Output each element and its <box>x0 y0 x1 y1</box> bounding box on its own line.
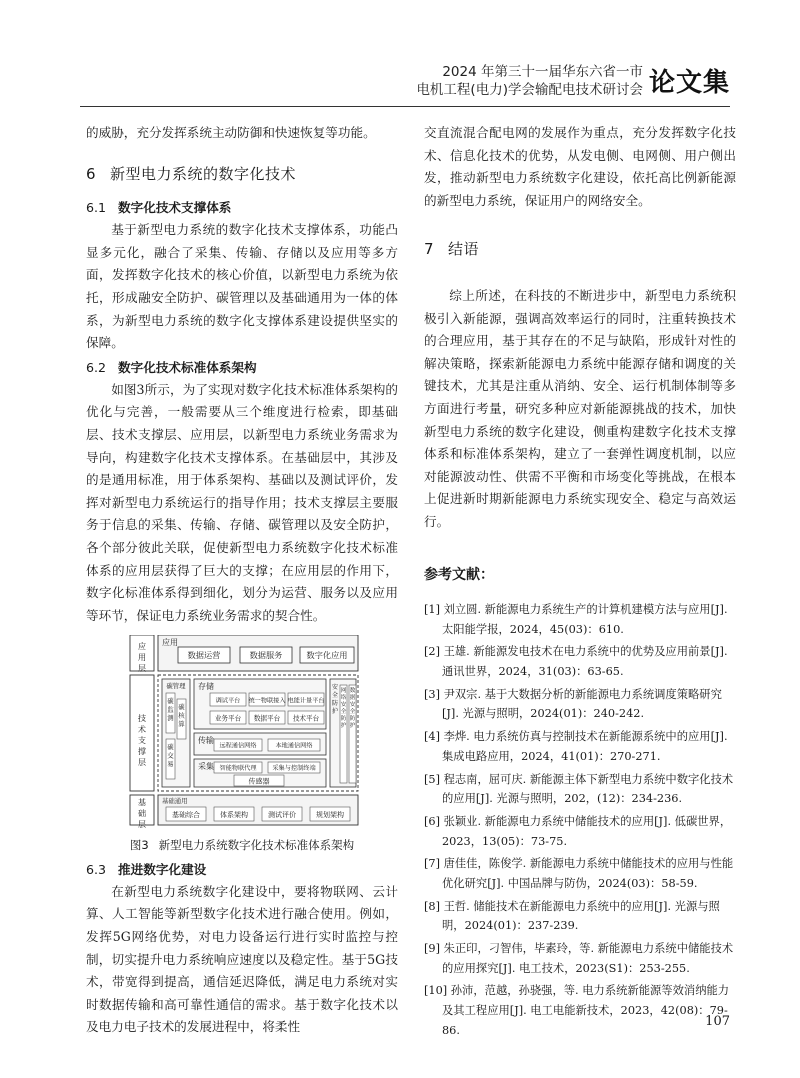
section-6-heading <box>86 163 398 186</box>
transport-box-2-label: 本地通信网络 <box>275 742 313 750</box>
section-7-number: 7 <box>424 240 435 259</box>
vertical-char: 易 <box>167 760 174 769</box>
figure-3-caption <box>86 834 398 857</box>
vertical-char: 层 <box>137 663 147 674</box>
base-box-3-label: 测试评价 <box>268 811 296 820</box>
base-section-title: 基础通用 <box>162 797 188 806</box>
vertical-char: 数 <box>349 688 356 695</box>
carbon-title: 碳管理 <box>166 682 186 691</box>
vertical-char: 层 <box>137 757 147 768</box>
vertical-char: 算 <box>178 720 185 729</box>
storage-box-6-label: 技术平台 <box>292 714 320 723</box>
reference-item: [8] 王哲. 储能技术在新能源电力系统中的应用[J]. 光源与照明，2024(01)：237-239. <box>424 899 720 933</box>
collect-title: 采集 <box>198 762 214 772</box>
vertical-char: 护 <box>349 723 356 730</box>
section-6-1-text: 基于新型电力系统的数字化技术支撑体系，功能凸显多元化，融合了采集、传输、存储以及应用等多方面，发挥数字化技术的核心价值，以新型电力系统为依托，形成融安全防护、碳管理以及基础通用为一体的体系，为新型电力系统的数字化支撑体系建设提供坚实的保障。 <box>86 222 398 351</box>
vertical-char: 护 <box>340 723 347 730</box>
vertical-char: 安 <box>349 702 356 709</box>
vertical-char: 碳 <box>178 703 185 712</box>
section-6-3-number: 6.3 <box>86 861 107 877</box>
section-6-3-title: 推进数字化建设 <box>118 861 207 877</box>
reference-item: [1] 刘立圆. 新能源电力系统生产的计算机建模方法与应用[J]. 太阳能学报，2024，45(03)：610. <box>424 603 728 636</box>
header-rule <box>80 106 730 107</box>
vertical-char: 防 <box>331 700 339 708</box>
vertical-char: 碳 <box>167 697 174 706</box>
page-number: 107 <box>705 1014 730 1029</box>
section-7-title: 结语 <box>448 240 480 259</box>
reference-item: [9] 朱正印，刁智伟，毕素玲，等. 新能源电力系统中储能技术的应用探究[J]. 电工技术，2023(S1)：253-255. <box>424 942 734 975</box>
security-sub-2-label <box>350 686 356 729</box>
header-line-2: 电机工程(电力)学会输配电技术研讨会 <box>416 81 643 98</box>
figure-3-title: 新型电力系统数字化技术标准体系架构 <box>158 838 355 853</box>
tech-layer-label <box>138 713 147 767</box>
section-7-heading <box>424 238 736 261</box>
vertical-char: 监 <box>167 705 174 714</box>
vertical-char: 络 <box>340 695 347 702</box>
carbon-sub-3-label <box>167 742 174 768</box>
vertical-char: 据 <box>349 695 356 702</box>
running-header <box>416 62 730 99</box>
vertical-char: 安 <box>331 684 339 692</box>
vertical-char: 术 <box>137 724 147 735</box>
transport-box-1-label: 远程通信网络 <box>219 742 257 750</box>
vertical-char: 层 <box>137 819 147 830</box>
vertical-char: 安 <box>340 702 347 709</box>
reference-item: [2] 王雄. 新能源发电技术在电力系统中的优势及应用前景[J]. 通讯世界，2024，31(03)：63-65. <box>424 645 728 679</box>
app-section-title: 应用 <box>162 638 178 648</box>
base-box-4-label: 规划架构 <box>316 811 344 820</box>
section-6-1-title: 数字化技术支撑体系 <box>118 200 232 216</box>
left-intro-text: 的威胁，充分发挥系统主动防御和快速恢复等功能。 <box>86 125 376 140</box>
reference-item: [5] 程志南，屈可庆. 新能源主体下新型电力系统中数字化技术的应用[J]. 光源与照明，202，(12)：234-236. <box>424 772 734 806</box>
base-layer-label <box>138 797 147 829</box>
storage-box-4-label: 业务平台 <box>214 714 242 723</box>
vertical-char: 防 <box>349 716 356 723</box>
vertical-char: 核 <box>178 711 185 720</box>
header-lines <box>416 63 643 99</box>
vertical-char: 撑 <box>137 746 147 757</box>
storage-box-1-label: 调试平台 <box>215 697 241 705</box>
storage-box-2-label: 统一物联接入 <box>248 697 286 705</box>
left-column <box>86 122 398 1039</box>
figure-3 <box>86 635 398 857</box>
reference-item: [4] 李烨. 电力系统仿真与控制技术在新能源系统中的应用[J]. 集成电路应用，2024，41(01)：270-271. <box>424 730 728 763</box>
transport-title: 传输 <box>198 736 214 746</box>
reference-item: [10] 孙沛，范越，孙骁强，等. 电力系统新能源等效消纳能力及其工程应用[J]. 电工电能新技术，2023，42(08)：79-86. <box>424 984 730 1037</box>
section-6-1-heading <box>86 197 398 219</box>
section-6-3-text: 在新型电力系统数字化建设中，要将物联网、云计算、人工智能等新型数字化技术进行融合使用。例如，发挥5G网络优势，对电力设备运行进行实时监控与控制，切实提升电力系统响应速度以及稳定性。基于5G技术，带宽得到提高，通信延迟降低，满足电力系统对实时数据传输和高可靠性通信的需求。基于数字化技术以及电力电子技术的发展进程中，将柔性 <box>86 883 398 1035</box>
section-6-2-number: 6.2 <box>86 359 107 375</box>
vertical-char: 用 <box>137 652 147 663</box>
vertical-char: 护 <box>331 708 339 716</box>
architecture-diagram <box>86 635 398 829</box>
base-box-2-label: 体系架构 <box>220 811 248 820</box>
reference-item: [3] 尹双宗. 基于大数据分析的新能源电力系统调度策略研究[J]. 光源与照明，2024(01)：240-242. <box>424 687 722 721</box>
figure-3-number: 图3 <box>129 838 149 853</box>
references-list <box>424 600 736 1040</box>
app-box-1-label: 数据运营 <box>187 650 221 661</box>
vertical-char: 交 <box>167 751 174 760</box>
header-collection-title: 论文集 <box>648 68 730 98</box>
vertical-char: 防 <box>340 716 347 723</box>
section-6-2-title: 数字化技术标准体系架构 <box>118 359 257 375</box>
vertical-char: 全 <box>331 692 339 700</box>
section-6-2-heading <box>86 357 398 379</box>
security-sub-1-label <box>341 686 347 729</box>
section-6-2-text: 如图3所示，为了实现对数字化技术标准体系架构的优化与完善，一般需要从三个维度进行检索，即基础层、技术支撑层、应用层，以新型电力系统业务需求为导向，构建数字化技术支撑体系。在基础层中，其涉及的是通用标准，用于体系架构、基础以及测试评价，发挥对新型电力系统运行的指导作用；技术支撑层主要服务于信息的采集、传输、存储、碳管理以及安全防护，各个部分彼此关联，促使新型电力系统数字化技术标准体系的应用层获得了巨大的支撑；在应用层的作用下，数字化标准体系得到细化，划分为运营、服务以及应用等环节，保证电力系统业务需求的契合性。 <box>86 381 398 623</box>
app-layer-label <box>138 641 147 673</box>
vertical-char: 碳 <box>167 743 174 752</box>
section-6-1-number: 6.1 <box>86 200 107 216</box>
collect-box-2-label: 采集与控制终端 <box>272 765 316 773</box>
storage-box-3-label: 电能计量平台 <box>287 697 325 705</box>
vertical-char: 全 <box>349 709 356 716</box>
section-6-3-heading <box>86 859 398 881</box>
vertical-char: 网 <box>340 688 347 695</box>
vertical-char: 支 <box>137 735 147 746</box>
section-6-number: 6 <box>86 164 97 183</box>
vertical-char: 基 <box>137 797 147 808</box>
vertical-char: 础 <box>137 808 147 819</box>
storage-box-5-label: 数据平台 <box>253 714 281 723</box>
vertical-char: 全 <box>340 709 347 716</box>
reference-item: [7] 唐佳佳，陈俊学. 新能源电力系统中储能技术的应用与性能优化研究[J]. 中国品牌与防伪，2024(03)：58-59. <box>424 857 734 890</box>
app-box-2-label: 数据服务 <box>249 650 283 661</box>
section-6-title: 新型电力系统的数字化技术 <box>110 164 297 183</box>
section-7-text: 综上所述，在科技的不断进步中，新型电力系统积极引入新能源，强调高效率运行的同时，注重转换技术的合理应用，基于其存在的不足与缺陷，形成针对性的解决策略，探索新能源电力系统中能源存储和调度的关键技术，尤其是注重从消纳、安全、运行机制体制等多方面进行考量，研究多种应对新能源挑战的技术，加快新型电力系统的数字化建设，侧重构建数字化技术支撑体系和标准体系架构，建立了一套弹性调度机制，以应对能源波动性、供需不平衡和市场变化等挑战，在根本上促进新时期新能源电力系统实现安全、稳定与高效运行。 <box>424 287 736 529</box>
collect-box-1-label: 智能物联代理 <box>219 765 257 773</box>
app-box-3-label: 数字化应用 <box>306 650 348 661</box>
sensor-label: 传感器 <box>248 777 270 786</box>
right-intro-text: 交直流混合配电网的发展作为重点，充分发挥数字化技术、信息化技术的优势，从发电侧、电网侧、用户侧出发，推动新型电力系统数字化建设，依托高比例新能源的新型电力系统，保证用户的网络安全。 <box>424 125 736 208</box>
base-box-1-label: 基础综合 <box>172 811 200 820</box>
references-heading: 参考文献： <box>424 566 494 583</box>
right-column <box>424 122 736 1043</box>
carbon-sub-2-label <box>178 702 185 728</box>
carbon-sub-1-label <box>167 696 174 722</box>
header-line-1: 2024 年第三十一届华东六省一市 <box>442 63 643 80</box>
vertical-char: 测 <box>167 714 174 723</box>
vertical-char: 技 <box>137 713 147 724</box>
reference-item: [6] 张颖业. 新能源电力系统中储能技术的应用[J]. 低碳世界，2023，13(05)：73-75. <box>424 814 732 848</box>
vertical-char: 应 <box>137 641 147 652</box>
storage-title: 存储 <box>198 682 214 692</box>
